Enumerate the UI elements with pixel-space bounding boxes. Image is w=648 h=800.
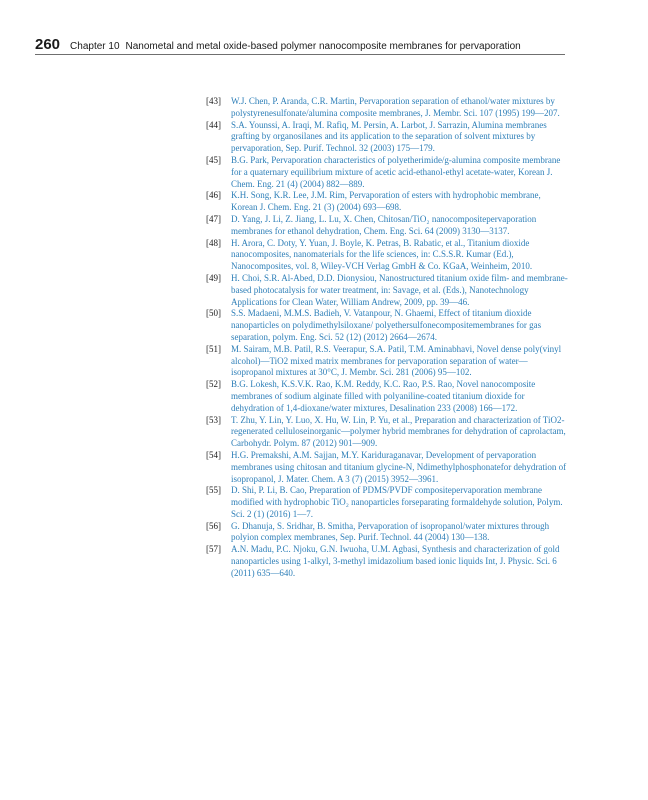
reference-item [206,308,568,343]
reference-number: [48] [206,237,221,248]
reference-item [206,120,568,155]
reference-item [206,96,568,120]
reference-number: [44] [206,119,221,130]
reference-text[interactable]: B.G. Park, Pervaporation characteristics of polyetherimide/g-alumina composite membrane for a quaternary equilibrium mixture of acetic acid-ethanol-ethyl acetate-water, Korean J. Chem. Eng. 21 (4) (2004) 882—889. [231,154,561,189]
reference-number: [53] [206,414,221,425]
reference-item [206,190,568,214]
chapter-label: Chapter 10 [70,41,120,52]
reference-item [206,273,568,308]
reference-number: [52] [206,379,221,390]
reference-number: [57] [206,544,221,555]
reference-text[interactable]: D. Shi, P. Li, B. Cao, Preparation of PDMS/PVDF compositepervaporation membrane modified with hydrophobic TiO₂ nanoparticles forseparating formaldehyde solution, Polym. Sci. 2 (1) (2016) 1—7. [231,485,563,519]
reference-item [206,155,568,190]
reference-item [206,485,568,520]
reference-number: [56] [206,520,221,531]
reference-number: [51] [206,343,221,354]
reference-number: [47] [206,213,221,224]
reference-item [206,344,568,379]
reference-number: [55] [206,485,221,496]
reference-number: [50] [206,308,221,319]
reference-text[interactable]: H. Arora, C. Doty, Y. Yuan, J. Boyle, K. Petras, B. Rabatic, et al., Titanium dioxide nanocomposites, nanomaterials for the life sciences, in: C.S.S.R. Kumar (Ed.), Nanocomposites, vol. 8, Wiley-VCH Verlag GmbH & Co. KGaA, Weinheim, 2010. [231,237,533,272]
reference-text[interactable]: B.G. Lokesh, K.S.V.K. Rao, K.M. Reddy, K.C. Rao, P.S. Rao, Novel nanocomposite membranes of sodium alginate filled with polyaniline-coated titanium dioxide for dehydration of 1,4-dioxane/water mixtures, Desalination 233 (2008) 166—172. [231,379,536,413]
reference-text[interactable]: M. Sairam, M.B. Patil, R.S. Veerapur, S.A. Patil, T.M. Aminabhavi, Novel dense poly(vinyl alcohol)—TiO2 mixed matrix membranes for pervaporation separation of water—isopropanol mixtures at 30°C, J. Membr. Sci. 281 (2006) 95—102. [231,343,562,378]
reference-text[interactable]: G. Dhanuja, S. Sridhar, B. Smitha, Pervaporation of isopropanol/water mixtures through polyion complex membranes, Sep. Purif. Technol. 44 (2004) 130—138. [231,520,550,543]
reference-text[interactable]: A.N. Madu, P.C. Njoku, G.N. Iwuoha, U.M. Agbasi, Synthesis and characterization of gold nanoparticles using 1-alkyl, 3-methyl imidazolium based ionic liquids Int, J. Physic. Sci. 6 (2011) 635—640. [231,544,560,578]
reference-item [206,214,568,238]
reference-list [206,96,568,580]
reference-item [206,238,568,273]
chapter-title: Nanometal and metal oxide-based polymer nanocomposite membranes for pervaporation [125,41,521,52]
reference-item [206,415,568,450]
reference-item [206,521,568,545]
reference-text[interactable]: D. Yang, J. Li, Z. Jiang, L. Lu, X. Chen, Chitosan/TiO₂ nanocompositepervaporation membranes for ethanol dehydration, Chem. Eng. Sci. 64 (2009) 3130—3137. [231,213,537,236]
reference-number: [43] [206,96,221,106]
reference-number: [49] [206,272,221,283]
reference-text[interactable]: K.H. Song, K.R. Lee, J.M. Rim, Pervaporation of esters with hydrophobic membrane, Korean J. Chem. Eng. 21 (3) (2004) 693—698. [231,190,541,213]
reference-item [206,450,568,485]
header-rule [35,54,565,55]
page-number: 260 [35,36,61,53]
reference-item [206,544,568,579]
reference-item [206,379,568,414]
running-header [35,36,565,53]
reference-text[interactable]: S.A. Younssi, A. Iraqi, M. Rafiq, M. Persin, A. Larbot, J. Sarrazin, Alumina membranes grafting by organosilanes and its application to the separation of solvent mixtures by pervaporation, Sep. Purif. Technol. 32 (2003) 175—179. [231,119,547,154]
reference-text[interactable]: W.J. Chen, P. Aranda, C.R. Martin, Pervaporation separation of ethanol/water mixtures by polystyrenesulfonate/alumina composite membranes, J. Membr. Sci. 107 (1995) 199—207. [231,96,560,118]
reference-number: [46] [206,190,221,201]
reference-text[interactable]: H. Choi, S.R. Al-Abed, D.D. Dionysiou, Nanostructured titanium oxide film- and membrane-based photocatalysis for water treatment, in: Savage, et al. (Eds.), Nanotechnology Applications for Clean Water, William Andrew, 2009, pp. 39—46. [231,272,568,307]
reference-text[interactable]: H.G. Premakshi, A.M. Sajjan, M.Y. Kariduraganavar, Development of pervaporation membranes using chitosan and titanium glycine-N, Ndimethylphosphonatefor dehydration of isopropanol, J. Mater. Chem. A 3 (7) (2015) 3952—3961. [231,449,567,484]
reference-number: [45] [206,154,221,165]
reference-text[interactable]: S.S. Madaeni, M.M.S. Badieh, V. Vatanpour, N. Ghaemi, Effect of titanium dioxide nanoparticles on polydimethylsiloxane/ polyethersulfonecompositemembranes for gas separation, polym. Eng. Sci. 52 (12) (2012) 2664—2674. [231,308,542,342]
reference-number: [54] [206,449,221,460]
reference-text[interactable]: T. Zhu, Y. Lin, Y. Luo, X. Hu, W. Lin, P. Yu, et al., Preparation and characterization of TiO2-regenerated celluloseinorganic—polymer hybrid membranes for dehydration of caprolactam, Carbohydr. Polym. 87 (2012) 901—909. [231,414,566,449]
